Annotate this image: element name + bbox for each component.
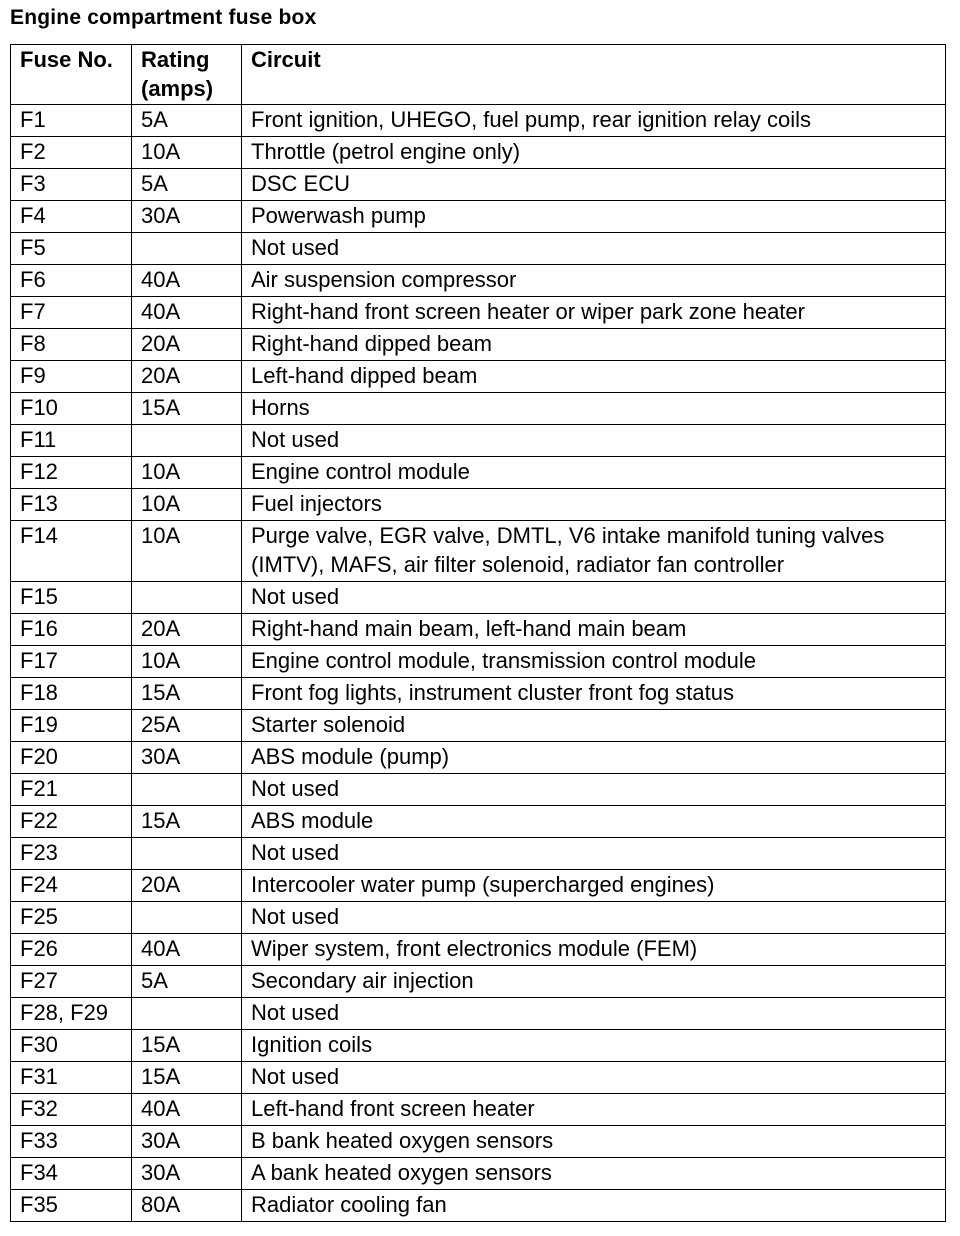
table-row (11, 774, 946, 806)
circuit-cell: Front fog lights, instrument cluster front fog status (242, 678, 946, 710)
fuse-table (10, 44, 946, 1222)
fuse-cell: F31 (11, 1062, 132, 1094)
fuse-cell: F7 (11, 297, 132, 329)
table-row (11, 1062, 946, 1094)
header-fuse-no: Fuse No. (11, 45, 132, 105)
rating-cell: 30A (132, 742, 242, 774)
rating-cell: 20A (132, 361, 242, 393)
rating-cell: 40A (132, 934, 242, 966)
rating-cell: 10A (132, 137, 242, 169)
fuse-cell: F35 (11, 1190, 132, 1222)
circuit-cell: ABS module (242, 806, 946, 838)
table-row (11, 646, 946, 678)
fuse-cell: F15 (11, 582, 132, 614)
rating-cell (132, 582, 242, 614)
circuit-cell: Purge valve, EGR valve, DMTL, V6 intake manifold tuning valves (IMTV), MAFS, air filter solenoid, radiator fan controller (242, 521, 946, 582)
fuse-cell: F5 (11, 233, 132, 265)
table-row (11, 297, 946, 329)
rating-cell (132, 774, 242, 806)
fuse-cell: F17 (11, 646, 132, 678)
circuit-cell: DSC ECU (242, 169, 946, 201)
circuit-cell: A bank heated oxygen sensors (242, 1158, 946, 1190)
fuse-cell: F28, F29 (11, 998, 132, 1030)
table-row (11, 614, 946, 646)
rating-cell: 20A (132, 614, 242, 646)
table-row (11, 710, 946, 742)
circuit-cell: Left-hand front screen heater (242, 1094, 946, 1126)
fuse-cell: F3 (11, 169, 132, 201)
table-row (11, 329, 946, 361)
fuse-cell: F11 (11, 425, 132, 457)
rating-cell: 30A (132, 1126, 242, 1158)
table-row (11, 1126, 946, 1158)
circuit-cell: Right-hand front screen heater or wiper park zone heater (242, 297, 946, 329)
fuse-cell: F16 (11, 614, 132, 646)
rating-cell: 5A (132, 105, 242, 137)
fuse-cell: F8 (11, 329, 132, 361)
fuse-cell: F23 (11, 838, 132, 870)
circuit-cell: Left-hand dipped beam (242, 361, 946, 393)
circuit-cell: Right-hand dipped beam (242, 329, 946, 361)
table-row (11, 361, 946, 393)
table-row (11, 870, 946, 902)
rating-cell (132, 233, 242, 265)
table-row (11, 1190, 946, 1222)
table-row (11, 806, 946, 838)
fuse-cell: F14 (11, 521, 132, 582)
table-row (11, 233, 946, 265)
rating-cell: 5A (132, 169, 242, 201)
circuit-cell: Not used (242, 233, 946, 265)
rating-cell: 15A (132, 678, 242, 710)
fuse-cell: F30 (11, 1030, 132, 1062)
fuse-cell: F18 (11, 678, 132, 710)
circuit-cell: Not used (242, 425, 946, 457)
circuit-cell: Air suspension compressor (242, 265, 946, 297)
table-row (11, 902, 946, 934)
header-rating: Rating (amps) (132, 45, 242, 105)
circuit-cell: ABS module (pump) (242, 742, 946, 774)
rating-cell: 40A (132, 265, 242, 297)
fuse-cell: F34 (11, 1158, 132, 1190)
circuit-cell: Front ignition, UHEGO, fuel pump, rear ignition relay coils (242, 105, 946, 137)
fuse-cell: F12 (11, 457, 132, 489)
fuse-cell: F24 (11, 870, 132, 902)
circuit-cell: Ignition coils (242, 1030, 946, 1062)
fuse-cell: F9 (11, 361, 132, 393)
circuit-cell: Starter solenoid (242, 710, 946, 742)
table-row (11, 1094, 946, 1126)
fuse-cell: F19 (11, 710, 132, 742)
table-row (11, 265, 946, 297)
table-row (11, 1030, 946, 1062)
rating-cell: 20A (132, 329, 242, 361)
circuit-cell: Right-hand main beam, left-hand main beam (242, 614, 946, 646)
rating-cell: 15A (132, 1062, 242, 1094)
rating-cell: 10A (132, 457, 242, 489)
table-row (11, 966, 946, 998)
circuit-cell: Engine control module (242, 457, 946, 489)
fuse-cell: F2 (11, 137, 132, 169)
rating-cell: 10A (132, 489, 242, 521)
table-row (11, 521, 946, 582)
header-circuit: Circuit (242, 45, 946, 105)
rating-cell: 40A (132, 297, 242, 329)
rating-cell: 10A (132, 646, 242, 678)
circuit-cell: Radiator cooling fan (242, 1190, 946, 1222)
fuse-cell: F22 (11, 806, 132, 838)
page-title: Engine compartment fuse box (10, 6, 317, 29)
circuit-cell: Intercooler water pump (supercharged engines) (242, 870, 946, 902)
rating-cell: 15A (132, 806, 242, 838)
table-row (11, 998, 946, 1030)
fuse-cell: F4 (11, 201, 132, 233)
table-row (11, 678, 946, 710)
rating-cell: 30A (132, 1158, 242, 1190)
rating-cell: 40A (132, 1094, 242, 1126)
rating-cell (132, 902, 242, 934)
fuse-cell: F1 (11, 105, 132, 137)
table-row (11, 425, 946, 457)
circuit-cell: Not used (242, 1062, 946, 1094)
rating-cell: 10A (132, 521, 242, 582)
circuit-cell: Throttle (petrol engine only) (242, 137, 946, 169)
circuit-cell: Horns (242, 393, 946, 425)
fuse-cell: F26 (11, 934, 132, 966)
table-row (11, 934, 946, 966)
rating-cell: 20A (132, 870, 242, 902)
fuse-cell: F33 (11, 1126, 132, 1158)
table-row (11, 105, 946, 137)
rating-cell: 30A (132, 201, 242, 233)
rating-cell: 5A (132, 966, 242, 998)
table-row (11, 137, 946, 169)
rating-cell: 15A (132, 393, 242, 425)
rating-cell: 15A (132, 1030, 242, 1062)
table-row (11, 1158, 946, 1190)
fuse-cell: F13 (11, 489, 132, 521)
fuse-cell: F21 (11, 774, 132, 806)
table-row (11, 169, 946, 201)
table-row (11, 489, 946, 521)
circuit-cell: Fuel injectors (242, 489, 946, 521)
rating-cell (132, 998, 242, 1030)
table-row (11, 393, 946, 425)
circuit-cell: Powerwash pump (242, 201, 946, 233)
table-body (11, 105, 946, 1222)
circuit-cell: Not used (242, 774, 946, 806)
fuse-cell: F6 (11, 265, 132, 297)
rating-cell: 25A (132, 710, 242, 742)
circuit-cell: Wiper system, front electronics module (FEM) (242, 934, 946, 966)
fuse-cell: F10 (11, 393, 132, 425)
fuse-cell: F20 (11, 742, 132, 774)
circuit-cell: Engine control module, transmission control module (242, 646, 946, 678)
table-row (11, 838, 946, 870)
table-row (11, 742, 946, 774)
fuse-cell: F32 (11, 1094, 132, 1126)
table-header (11, 45, 946, 105)
rating-cell (132, 425, 242, 457)
rating-cell: 80A (132, 1190, 242, 1222)
table-row (11, 582, 946, 614)
table-row (11, 201, 946, 233)
circuit-cell: Not used (242, 582, 946, 614)
circuit-cell: B bank heated oxygen sensors (242, 1126, 946, 1158)
fuse-cell: F27 (11, 966, 132, 998)
fuse-cell: F25 (11, 902, 132, 934)
table-row (11, 457, 946, 489)
rating-cell (132, 838, 242, 870)
circuit-cell: Not used (242, 902, 946, 934)
circuit-cell: Not used (242, 838, 946, 870)
header-row (11, 45, 946, 105)
circuit-cell: Secondary air injection (242, 966, 946, 998)
circuit-cell: Not used (242, 998, 946, 1030)
